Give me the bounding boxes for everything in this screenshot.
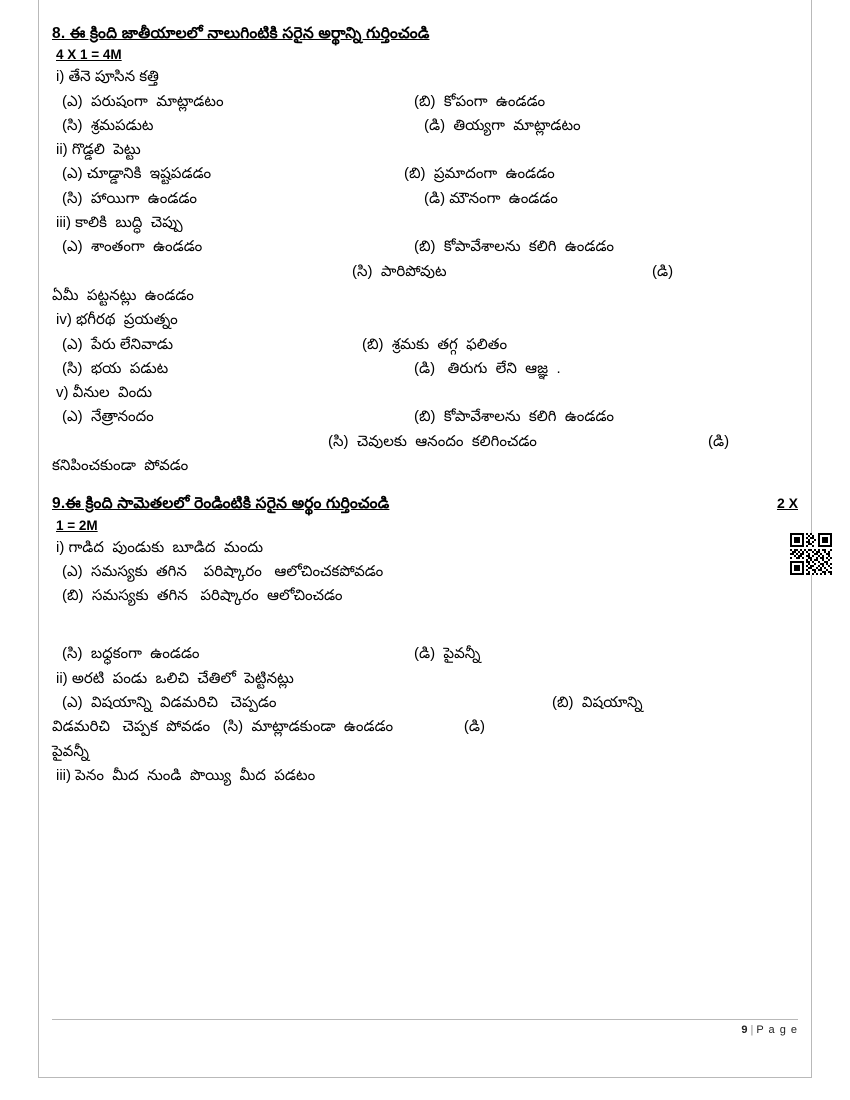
question-9-item-1-stem: i) గాడిద పుండుకు బూడిద మందు <box>56 538 264 556</box>
question-9-heading-row <box>52 492 798 515</box>
option-d: (డి) తిరుగు లేని ఆజ్ఞ . <box>414 359 561 377</box>
question-9-heading: 9.ఈ క్రింది సామెతలలో రెండింటికి సరైన అర్థం గుర్తించండి <box>52 495 390 513</box>
question-8-item-3-row-1 <box>52 235 798 259</box>
question-8-item-1-stem: i) తేనె పూసిన కత్తి <box>56 68 159 86</box>
footer-page-label: P a g e <box>756 1024 798 1036</box>
question-9-block <box>52 492 798 788</box>
question-8-item-3-stem: iii) కాలికి బుద్ధి చెప్పు <box>56 214 183 232</box>
option-b: (బి) శ్రమకు తగ్గ ఫలితం <box>362 335 508 353</box>
footer-separator: | <box>750 1024 755 1036</box>
option-d: (డి) మౌనంగా ఉండడం <box>424 189 558 207</box>
option-c: (సి) భయ పడుట <box>62 359 169 377</box>
blank-answer-space <box>52 608 798 642</box>
question-8-item-4-row-1 <box>52 333 798 357</box>
option-c: (సి) బధ్ధకంగా ఉండడం <box>62 645 200 663</box>
question-9-item-1-option-a: (ఎ) సమస్యకు తగిన పరిష్కారం ఆలోచించకపోవడం <box>62 562 384 580</box>
question-9-item-3-stem: iii) పెనం మీద నుండి పొయ్యి మీద పడటం <box>56 766 316 784</box>
question-8-heading: 8. ఈ క్రింది జాతీయాలలో నాలుగింటికి సరైన అర్థాన్ని గుర్తించండి <box>52 25 430 42</box>
question-8-item-5-row-1 <box>52 405 798 429</box>
question-9-item-2-stem: ii) అరటి పండు ఒలిచి చేతిలో పెట్టినట్లు <box>56 669 294 687</box>
option-d: (డి) పైవన్నీ <box>414 645 481 663</box>
question-8-item-2-stem: ii) గొడ్డలి పెట్టు <box>56 141 141 159</box>
section-gap <box>52 478 798 492</box>
footer-page-indicator <box>52 1020 798 1036</box>
option-a: (ఎ) పరుషంగా మాట్లాడటం <box>62 92 224 110</box>
option-b: (బి) కోపావేశాలను కలిగి ఉండడం <box>414 408 614 426</box>
question-8-item-4-row-2 <box>52 357 798 381</box>
question-8-item-3-row-2 <box>52 260 798 284</box>
option-c: (సి) శ్రమపడుట <box>62 116 154 134</box>
question-8-item-5-tail: కనిపించకుండా పోవడం <box>52 457 189 474</box>
question-8-item-1-row-2 <box>52 114 798 138</box>
option-c: (సి) హాయిగా ఉండడం <box>62 189 197 207</box>
option-c: (సి) చెవులకు ఆనందం కలిగించడం <box>328 432 537 450</box>
question-8-item-4-stem: iv) భగీరథ ప్రయత్నం <box>56 311 178 329</box>
page-footer <box>52 1019 798 1036</box>
option-a: (ఎ) విషయాన్ని విడమరిచి చెప్పడం <box>62 694 277 712</box>
option-b: (బి) కోపావేశాలను కలిగి ఉండడం <box>414 238 614 256</box>
footer-page-number: 9 <box>741 1024 749 1036</box>
option-d: (డి) తియ్యగా మాట్లాడటం <box>424 116 581 134</box>
option-c: (సి) పారిపోవుట <box>352 262 447 280</box>
option-d: (డి) <box>708 432 730 450</box>
question-8-item-2-row-2 <box>52 187 798 211</box>
question-9-marks: 1 = 2M <box>56 517 98 533</box>
question-9-marks-right: 2 X <box>776 495 798 512</box>
option-a: (ఎ) పేరు లేనివాడు <box>62 335 174 353</box>
qr-code-icon <box>790 533 832 575</box>
question-8-item-5-row-2 <box>52 430 798 454</box>
question-8-item-1-row-1 <box>52 90 798 114</box>
question-9-item-2-tail: పైవన్నీ <box>52 742 89 760</box>
question-9-item-1-row-1 <box>52 642 798 666</box>
question-9-item-1-option-b: (బి) సమస్యకు తగిన పరిష్కారం ఆలోచించడం <box>62 587 343 605</box>
option-a: (ఎ) నేత్రానందం <box>62 408 154 426</box>
option-b: (బి) ప్రమాదంగా ఉండడం <box>404 165 555 183</box>
page-content <box>52 22 798 788</box>
question-8-item-5-stem: v) వీనుల విందు <box>56 384 153 402</box>
question-8-marks: 4 X 1 = 4M <box>56 47 122 63</box>
option-d: (డి) <box>652 262 674 280</box>
option-a: (ఎ) శాంతంగా ఉండడం <box>62 238 203 256</box>
question-9-item-2-continuation: విడమరిచి చెప్పక పోవడం (సి) మాట్లాడకుండా ఉండడం (డి) <box>52 718 486 736</box>
question-8-block <box>52 22 798 478</box>
option-b: (బి) విషయాన్ని <box>552 694 643 712</box>
question-8-item-3-tail: ఏమీ పట్టనట్లు ఉండడం <box>52 286 194 304</box>
option-b: (బి) కోపంగా ఉండడం <box>414 92 546 110</box>
question-8-item-2-row-1 <box>52 162 798 186</box>
option-a: (ఎ) చూడ్డానికి ఇష్టపడడం <box>62 165 212 183</box>
question-9-item-2-row-1 <box>52 691 798 715</box>
